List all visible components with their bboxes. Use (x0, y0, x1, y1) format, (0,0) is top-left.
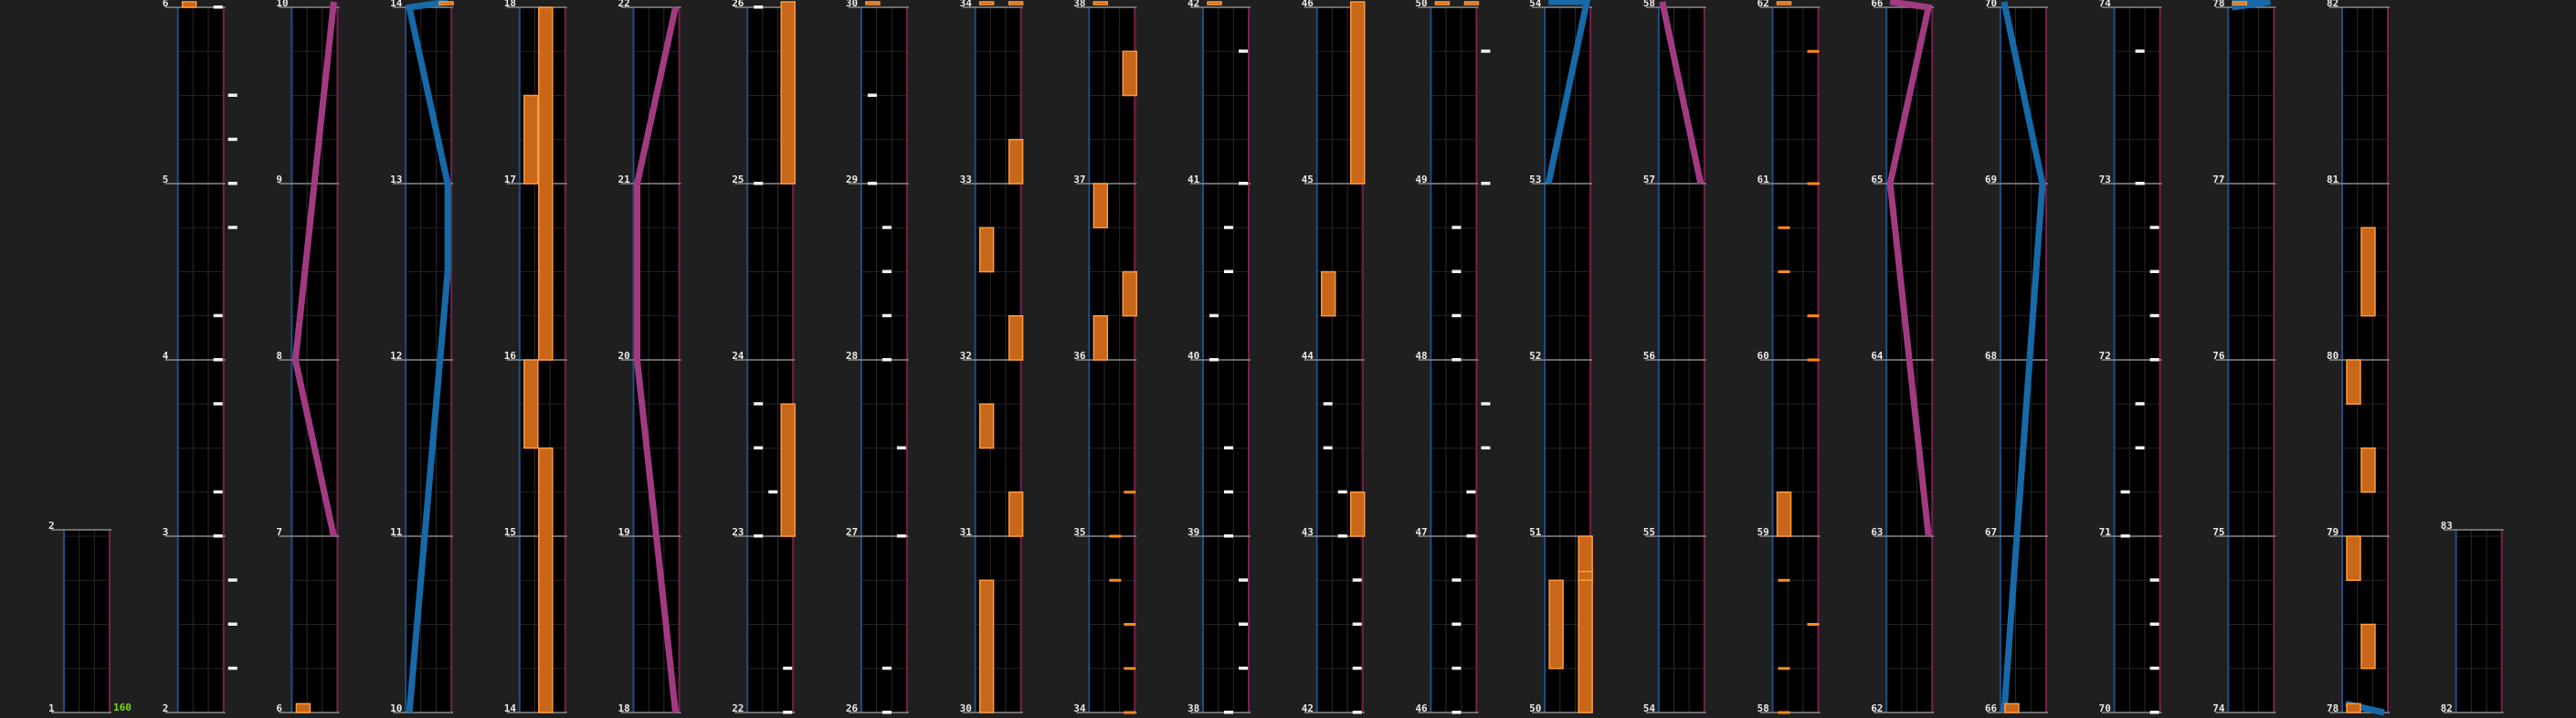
hold-note (539, 449, 553, 713)
tap-note (1338, 534, 1347, 538)
measure-number: 6 (162, 0, 169, 9)
tap-note (1239, 182, 1248, 185)
measure-number: 20 (618, 350, 630, 362)
measure-number: 24 (732, 350, 744, 362)
mine-note (1124, 712, 1135, 714)
measure-number: 2 (48, 520, 55, 532)
hold-note (1093, 2, 1107, 5)
measure-number: 39 (1188, 526, 1200, 538)
measure-number: 72 (2098, 350, 2111, 362)
measure-number: 46 (1415, 702, 1428, 714)
hold-note (1093, 316, 1107, 360)
tap-note (214, 5, 223, 9)
measure-number: 54 (1642, 702, 1656, 714)
tap-note (768, 491, 777, 494)
measure-number: 78 (2212, 0, 2225, 9)
tap-note (2150, 270, 2159, 274)
tap-note (1224, 226, 1233, 229)
measure-number: 14 (390, 0, 403, 9)
measure-number: 32 (959, 350, 972, 362)
tap-note (1353, 623, 1362, 627)
measure-number: 7 (276, 526, 283, 538)
tap-note (1481, 447, 1490, 450)
measure-number: 70 (1984, 0, 1998, 9)
measure-number: 83 (2440, 520, 2453, 532)
measure-number: 59 (1757, 526, 1769, 538)
measure-number: 74 (2212, 702, 2225, 714)
tap-note (2150, 578, 2159, 582)
hold-note (781, 2, 795, 184)
hold-note (1435, 2, 1449, 5)
measure-number: 4 (162, 350, 169, 362)
tap-note (2150, 623, 2159, 627)
measure-number: 12 (390, 350, 403, 362)
measure-number: 43 (1301, 526, 1314, 538)
tap-note (754, 447, 763, 450)
hold-note (439, 2, 453, 5)
tap-note (1353, 578, 1362, 582)
mine-note (1779, 579, 1790, 582)
tap-note (754, 402, 763, 406)
hold-note (2347, 703, 2360, 713)
hold-note (524, 360, 538, 449)
bpm-label: 160 (113, 702, 132, 713)
tap-note (882, 314, 892, 318)
measure-number: 82 (2327, 0, 2339, 9)
hold-note (1464, 2, 1478, 5)
tap-note (228, 94, 238, 98)
measure-number: 74 (2098, 0, 2111, 9)
tap-note (2121, 491, 2130, 494)
measure-number: 31 (959, 526, 972, 538)
measure-number: 26 (732, 0, 744, 9)
mine-note (1779, 227, 1790, 229)
measure-number: 30 (845, 0, 859, 9)
tap-note (2136, 447, 2145, 450)
tap-note (1239, 667, 1248, 670)
measure-number: 65 (1871, 174, 1884, 185)
hold-note (1093, 184, 1107, 227)
tap-note (1224, 447, 1233, 450)
measure-number: 26 (845, 702, 859, 714)
measure-number: 62 (1871, 702, 1884, 714)
measure-number: 17 (503, 174, 517, 185)
tap-note (214, 402, 223, 406)
tap-note (1452, 578, 1461, 582)
tap-note (1481, 49, 1490, 53)
hold-note (980, 2, 994, 5)
hold-note (980, 580, 994, 713)
measure-number: 40 (1188, 350, 1200, 362)
measure-number: 75 (2212, 526, 2225, 538)
measure-number: 58 (1642, 0, 1656, 9)
lane-body (64, 530, 110, 713)
tap-note (228, 182, 238, 185)
tap-note (882, 711, 892, 714)
tap-note (214, 358, 223, 362)
hold-note (183, 2, 196, 7)
measure-number: 16 (503, 350, 517, 362)
tap-note (1239, 49, 1248, 53)
hold-note (1123, 51, 1136, 95)
tap-note (1209, 314, 1219, 318)
measure-number: 46 (1301, 0, 1314, 9)
hold-note (1351, 2, 1365, 184)
hold-note (1578, 572, 1592, 581)
hold-note (524, 96, 538, 185)
measure-number: 37 (1073, 174, 1086, 185)
mine-note (1779, 667, 1790, 670)
measure-number: 81 (2327, 174, 2339, 185)
measure-number: 34 (1073, 702, 1086, 714)
measure-number: 67 (1984, 526, 1998, 538)
tap-note (868, 94, 877, 98)
measure-number: 76 (2212, 350, 2225, 362)
tap-note (882, 667, 892, 670)
measure-number: 22 (618, 0, 630, 9)
tap-note (1239, 578, 1248, 582)
tap-note (2150, 711, 2159, 714)
tap-note (214, 491, 223, 494)
measure-number: 50 (1415, 0, 1428, 9)
tap-note (1324, 447, 1333, 450)
measure-number: 13 (390, 174, 403, 185)
measure-number: 38 (1073, 0, 1086, 9)
measure-number: 18 (618, 702, 630, 714)
measure-number: 2 (162, 702, 169, 714)
measure-number: 71 (2098, 526, 2111, 538)
tap-note (897, 534, 906, 538)
tap-note (214, 534, 223, 538)
tap-note (754, 5, 763, 9)
hold-note (1123, 272, 1136, 316)
tap-note (882, 358, 892, 362)
hold-note (866, 2, 880, 5)
measure-number: 80 (2327, 350, 2339, 362)
measure-number: 56 (1642, 350, 1656, 362)
measure-number: 58 (1757, 702, 1769, 714)
hold-note (2005, 703, 2019, 713)
measure-number: 62 (1757, 0, 1769, 9)
measure-number: 41 (1188, 174, 1200, 185)
tap-note (1452, 314, 1461, 318)
tap-note (754, 182, 763, 185)
measure-number: 10 (390, 702, 403, 714)
tap-note (214, 314, 223, 318)
measure-number: 34 (959, 0, 972, 9)
tap-note (897, 447, 906, 450)
measure-number: 70 (2098, 702, 2111, 714)
tap-note (1224, 711, 1233, 714)
tap-note (2136, 49, 2145, 53)
tap-note (754, 534, 763, 538)
tap-note (1481, 402, 1490, 406)
measure-number: 18 (503, 0, 517, 9)
measure-number: 79 (2327, 526, 2339, 538)
tap-note (868, 182, 877, 185)
tap-note (2136, 402, 2145, 406)
tap-note (1452, 270, 1461, 274)
hold-note (1009, 2, 1023, 5)
measure-number: 28 (845, 350, 859, 362)
measure-number: 30 (959, 702, 972, 714)
tap-note (1209, 358, 1219, 362)
mine-note (1124, 491, 1135, 493)
tap-note (228, 226, 238, 229)
measure-number: 36 (1073, 350, 1086, 362)
mine-note (1124, 623, 1135, 626)
measure-number: 78 (2327, 702, 2339, 714)
hold-note (980, 227, 994, 271)
hold-note (2347, 536, 2360, 580)
tap-note (783, 667, 792, 670)
tap-note (1481, 182, 1490, 185)
measure-number: 49 (1415, 174, 1428, 185)
tap-note (882, 270, 892, 274)
measure-number: 3 (162, 526, 169, 538)
hold-note (1778, 2, 1791, 5)
hold-note (1351, 492, 1365, 536)
tap-note (2121, 534, 2130, 538)
measure-number: 35 (1073, 526, 1086, 538)
measure-number: 64 (1871, 350, 1884, 362)
measure-number: 42 (1301, 702, 1314, 714)
measure-number: 47 (1415, 526, 1428, 538)
measure-number: 68 (1984, 350, 1998, 362)
tap-note (1452, 226, 1461, 229)
measure-number: 15 (503, 526, 517, 538)
mine-note (1808, 183, 1820, 185)
hold-note (2361, 449, 2375, 492)
mine-note (1124, 667, 1135, 670)
measure-number: 1 (48, 702, 55, 714)
measure-number: 66 (1871, 0, 1884, 9)
measure-number: 6 (276, 702, 283, 714)
tap-note (783, 711, 792, 714)
hold-note (1578, 536, 1592, 713)
measure-number: 69 (1984, 174, 1998, 185)
tap-note (228, 623, 238, 627)
measure-number: 33 (959, 174, 972, 185)
mine-note (1109, 535, 1121, 538)
tap-note (1466, 491, 1475, 494)
measure-number: 45 (1301, 174, 1314, 185)
measure-number: 55 (1642, 526, 1656, 538)
tap-note (1353, 711, 1362, 714)
hold-note (2361, 227, 2375, 316)
measure-number: 19 (618, 526, 630, 538)
tap-note (1224, 534, 1233, 538)
tap-note (2150, 358, 2159, 362)
measure-number: 61 (1757, 174, 1769, 185)
measure-number: 48 (1415, 350, 1428, 362)
tap-note (1466, 534, 1475, 538)
measure-number: 25 (732, 174, 744, 185)
measure-number: 52 (1529, 350, 1542, 362)
measure-number: 57 (1642, 174, 1656, 185)
hold-note (1208, 2, 1221, 5)
tap-note (228, 667, 238, 670)
measure-number: 21 (618, 174, 630, 185)
tap-note (1452, 711, 1461, 714)
tap-note (1239, 623, 1248, 627)
measure-number: 22 (732, 702, 744, 714)
hold-note (1778, 492, 1791, 536)
measure-number: 44 (1301, 350, 1314, 362)
tap-note (228, 578, 238, 582)
measure-number: 23 (732, 526, 744, 538)
measure-number: 50 (1529, 702, 1542, 714)
hold-note (2361, 625, 2375, 669)
mine-note (1808, 50, 1820, 53)
mine-note (1779, 270, 1790, 273)
hold-note (980, 404, 994, 448)
mine-note (1109, 579, 1121, 582)
measure-number: 14 (503, 702, 517, 714)
tap-note (882, 226, 892, 229)
measure-number: 42 (1188, 0, 1200, 9)
tap-note (2150, 226, 2159, 229)
hold-note (1322, 272, 1336, 316)
tap-note (2136, 182, 2145, 185)
measure-number: 10 (276, 0, 289, 9)
measure-number: 73 (2098, 174, 2111, 185)
tap-note (1224, 491, 1233, 494)
measure-number: 11 (390, 526, 403, 538)
measure-number: 8 (276, 350, 283, 362)
measure-number: 5 (162, 174, 169, 185)
tap-note (228, 138, 238, 142)
tap-note (1452, 358, 1461, 362)
measure-number: 51 (1529, 526, 1542, 538)
hold-note (2233, 2, 2246, 5)
mine-note (1808, 359, 1820, 362)
tap-note (1353, 667, 1362, 670)
hold-note (1009, 140, 1023, 184)
hold-note (781, 404, 795, 536)
hold-note (2347, 360, 2360, 404)
measure-number: 38 (1188, 702, 1200, 714)
measure-number: 66 (1984, 702, 1998, 714)
measure-number: 77 (2212, 174, 2225, 185)
measure-number: 60 (1757, 350, 1769, 362)
tap-note (1224, 270, 1233, 274)
measure-number: 82 (2440, 702, 2453, 714)
tap-note (1338, 491, 1347, 494)
tap-note (1452, 623, 1461, 627)
tap-note (2150, 314, 2159, 318)
measure-number: 54 (1529, 0, 1542, 9)
mine-note (1808, 623, 1820, 626)
tap-note (1324, 402, 1333, 406)
hold-note (539, 7, 553, 360)
measure-number: 63 (1871, 526, 1884, 538)
mine-note (1808, 314, 1820, 317)
hold-note (296, 703, 310, 713)
tap-note (2150, 667, 2159, 670)
mine-note (1779, 712, 1790, 714)
measure-number: 53 (1529, 174, 1542, 185)
measure-number: 29 (845, 174, 859, 185)
lane-body (2456, 530, 2502, 713)
measure-number: 27 (845, 526, 859, 538)
hold-note (1549, 580, 1563, 669)
measure-number: 9 (276, 174, 283, 185)
hold-note (1009, 492, 1023, 536)
tap-note (1452, 667, 1461, 670)
hold-note (1009, 316, 1023, 360)
